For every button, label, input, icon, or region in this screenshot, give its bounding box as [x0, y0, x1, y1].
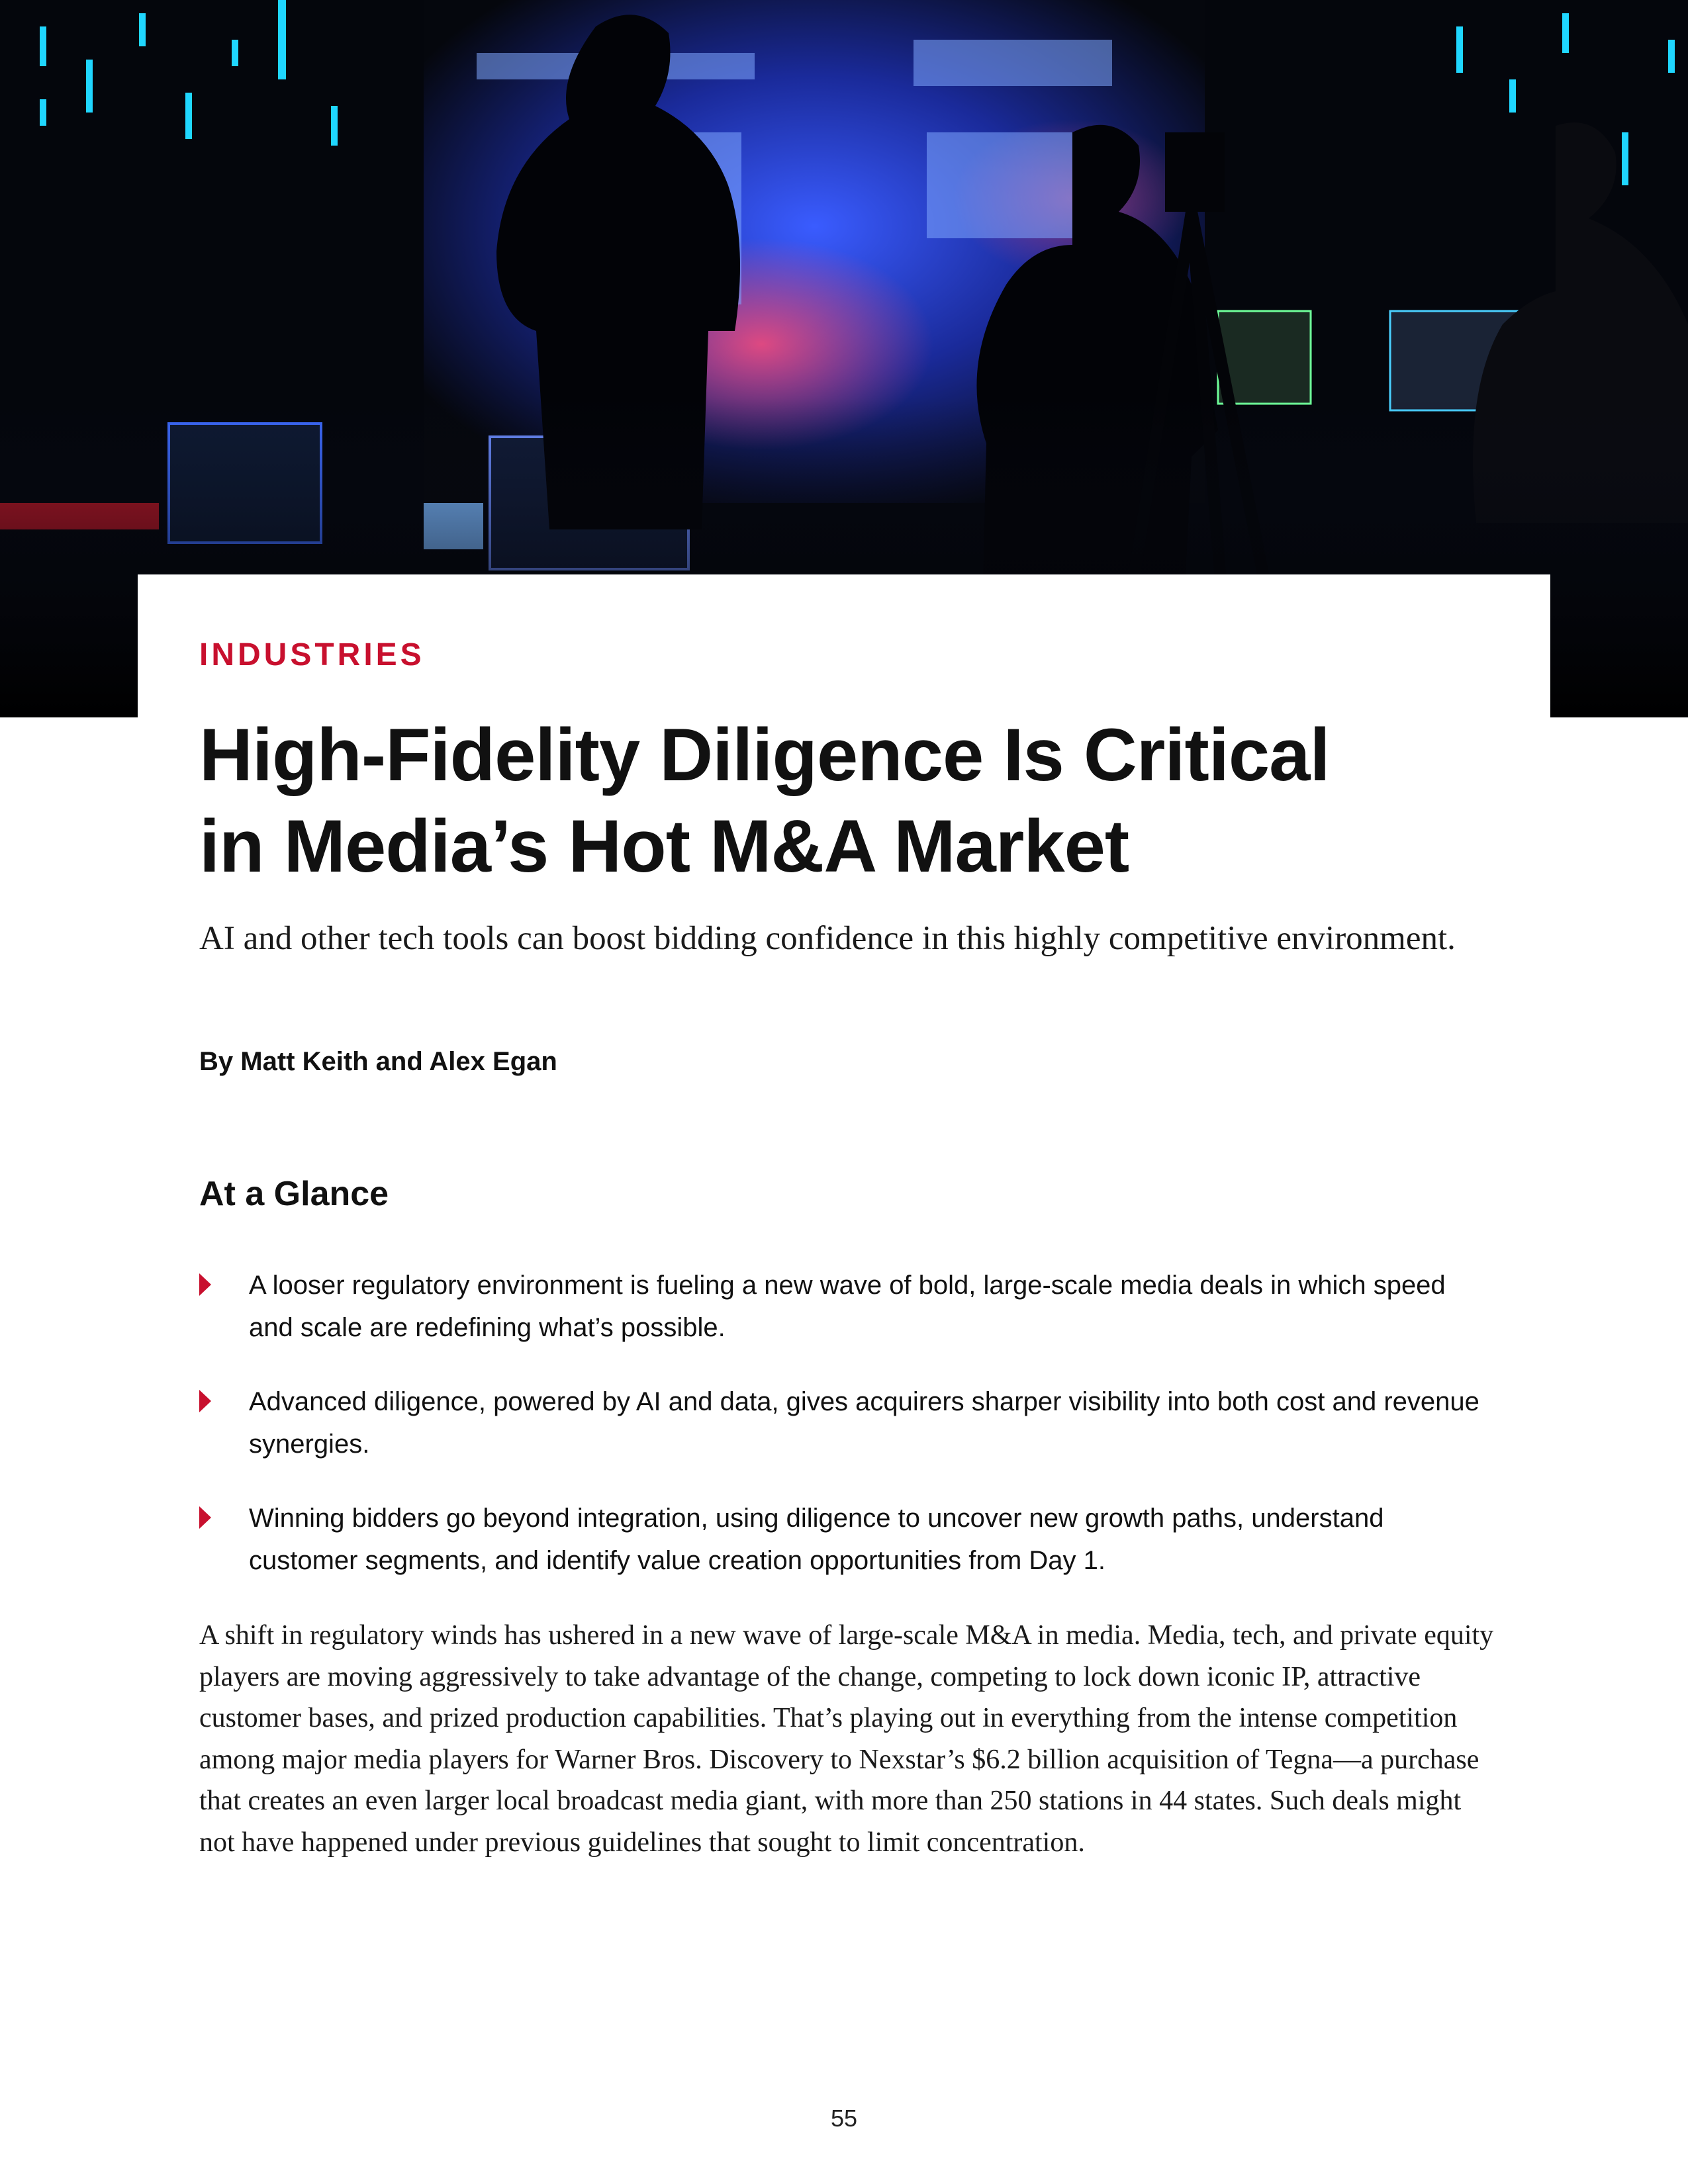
article-byline: By Matt Keith and Alex Egan: [199, 1047, 557, 1076]
bullet-text: A looser regulatory environment is fueling a new wave of bold, large-scale media deals in which speed and scale are redefining what’s possible.: [249, 1271, 1446, 1342]
article-title-line-2: in Media’s Hot M&A Market: [199, 805, 1129, 887]
bullet-text: Winning bidders go beyond integration, using diligence to uncover new growth paths, understand customer segments, and identify value creation opportunities from Day 1.: [249, 1504, 1384, 1575]
list-item: [199, 1497, 1497, 1582]
article-deck: AI and other tech tools can boost bidding confidence in this highly competitive environment.: [199, 920, 1456, 957]
list-item: [199, 1264, 1497, 1349]
at-a-glance-heading: At a Glance: [199, 1175, 389, 1213]
list-item: [199, 1381, 1497, 1465]
article-title-line-1: High-Fidelity Diligence Is Critical: [199, 713, 1330, 796]
article-title: [199, 709, 1457, 892]
triangle-bullet-icon: [199, 1506, 211, 1529]
triangle-bullet-icon: [199, 1273, 211, 1296]
bullet-text: Advanced diligence, powered by AI and data, gives acquirers sharper visibility into both cost and revenue synergies.: [249, 1387, 1479, 1459]
triangle-bullet-icon: [199, 1390, 211, 1412]
section-kicker: INDUSTRIES: [199, 637, 425, 672]
at-a-glance-list: [199, 1264, 1497, 1614]
page-number: 55: [830, 2105, 858, 2132]
body-paragraph: A shift in regulatory winds has ushered in a new wave of large-scale M&A in media. Media, tech, and private equity players are moving aggressively to take advantage of the change, competing to lock down iconic IP, attractive customer bases, and prized production capabilities. That’s playing out in everything from the intense competition among major media players for Warner Bros. Discovery to Nexstar’s $6.2 billion acquisition of Tegna—a purchase that creates an even larger local broadcast media giant, with more than 250 stations in 44 states. Such deals might not have happened under previous guidelines that sought to limit concentration.: [199, 1620, 1494, 1858]
